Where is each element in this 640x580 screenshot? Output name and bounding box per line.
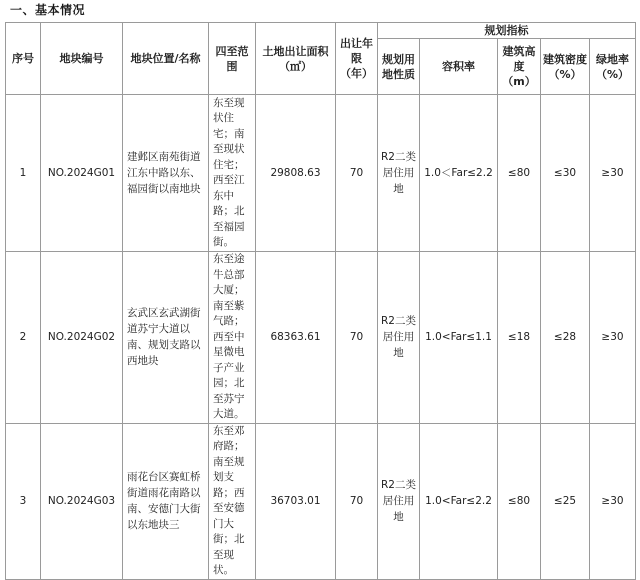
header-land-use: 规划用地性质 [378, 39, 420, 95]
header-green: 绿地率（%） [590, 39, 636, 95]
cell-term: 70 [336, 95, 378, 252]
header-boundaries: 四至范围 [209, 23, 256, 95]
cell-height: ≤18 [498, 252, 541, 424]
table-row [6, 95, 636, 252]
cell-location: 雨花台区赛虹桥街道雨花南路以南、安德门大街以东地块三 [123, 423, 209, 579]
cell-green: ≥30 [590, 252, 636, 424]
cell-green: ≥30 [590, 95, 636, 252]
cell-density: ≤28 [541, 252, 590, 424]
header-density: 建筑密度（%） [541, 39, 590, 95]
land-parcel-table [5, 22, 636, 580]
cell-area: 36703.01 [256, 423, 336, 579]
cell-far: 1.0<Far≤2.2 [420, 423, 498, 579]
cell-far: 1.0＜Far≤2.2 [420, 95, 498, 252]
cell-term: 70 [336, 423, 378, 579]
header-seq: 序号 [6, 23, 41, 95]
cell-density: ≤30 [541, 95, 590, 252]
header-planning: 规划指标 [378, 23, 636, 39]
table-row [6, 423, 636, 579]
cell-term: 70 [336, 252, 378, 424]
cell-seq: 2 [6, 252, 41, 424]
cell-land-use: R2二类居住用地 [378, 95, 420, 252]
cell-area: 29808.63 [256, 95, 336, 252]
header-location: 地块位置/名称 [123, 23, 209, 95]
cell-code: NO.2024G03 [41, 423, 123, 579]
header-row-top [6, 23, 636, 39]
cell-density: ≤25 [541, 423, 590, 579]
cell-seq: 3 [6, 423, 41, 579]
cell-height: ≤80 [498, 423, 541, 579]
cell-area: 68363.61 [256, 252, 336, 424]
cell-land-use: R2二类居住用地 [378, 252, 420, 424]
cell-location: 建邺区南苑街道江东中路以东、福园街以南地块 [123, 95, 209, 252]
header-area: 土地出让面积（㎡） [256, 23, 336, 95]
cell-boundaries: 东至途牛总部大厦；南至紫气路；西至中星微电子产业园；北至苏宁大道。 [209, 252, 256, 424]
cell-boundaries: 东至邓府路；南至规划支路；西至安德门大街；北至现状。 [209, 423, 256, 579]
table-row [6, 252, 636, 424]
cell-green: ≥30 [590, 423, 636, 579]
header-far: 容积率 [420, 39, 498, 95]
cell-code: NO.2024G01 [41, 95, 123, 252]
cell-location: 玄武区玄武湖街道苏宁大道以南、规划支路以西地块 [123, 252, 209, 424]
cell-land-use: R2二类居住用地 [378, 423, 420, 579]
cell-height: ≤80 [498, 95, 541, 252]
header-term: 出让年限（年） [336, 23, 378, 95]
section-title: 一、基本情况 [10, 3, 86, 17]
cell-boundaries: 东至现状住宅；南至现状住宅；西至江东中路；北至福园街。 [209, 95, 256, 252]
cell-seq: 1 [6, 95, 41, 252]
header-height: 建筑高度（m） [498, 39, 541, 95]
cell-code: NO.2024G02 [41, 252, 123, 424]
header-code: 地块编号 [41, 23, 123, 95]
cell-far: 1.0<Far≤1.1 [420, 252, 498, 424]
